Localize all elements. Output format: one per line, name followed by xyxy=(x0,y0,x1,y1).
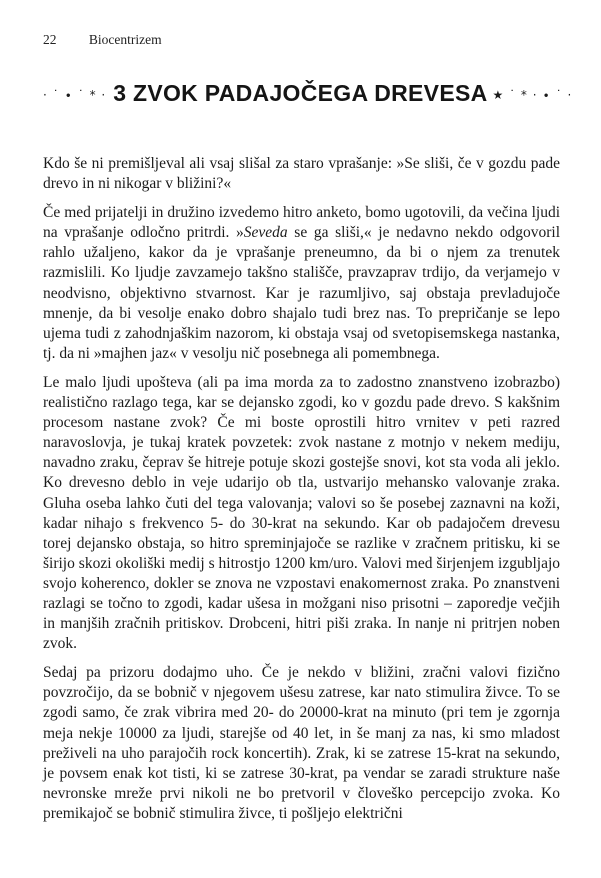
paragraph-survey-after: se ga sliši,« je nedavno nekdo odgovoril rahlo užaljeno, kakor da je vprašanje preneumno, da bi o njem za trenutek razmislili. Ko ljudje zavzamejo takšno stališče, pravzaprav trdijo, da verjamejo v neodvisno, objektivno stvarnost. Kar je razumljivo, saj obstaja prevladujoče mnenje, da bi vesolje enako dobro shajalo tudi brez nas. To prepričanje se lepo ujema tudi z zahodnjaškim nazorom, ki obstaja vsaj od svetopisemskega nastanka, tj. da ni »majhen jaz« v vesolju nič posebnega ali pomembnega. xyxy=(43,224,561,362)
paragraph-sound-physics: Le malo ljudi upošteva (ali pa ima morda za to zadostno znanstveno izobrazbo) realistično razlago tega, kar se dejansko zgodi, ko v gozdu pade drevo. S kakšnim procesom nastane zvok? Če mi boste oprostili hitro vrnitev v peti razred naravoslovja, je tukaj kratek povzetek: zvok nastane z motnjo v nekem mediju, navadno zraku, čeprav še hitreje potuje skozi gostejše snovi, kot sta voda ali jeklo. Ko drevesno deblo in veje udarijo ob tla, ustvarijo mehansko valovanje zraka. Gluha oseba lahko čuti del tega valovanja; valovi so še posebej zaznavni na koži, kadar nihajo s frekvenco 5- do 30-krat na sekundo. Kar ob padajočem drevesu torej dejansko obstaja, so hitro spreminjajoče se razlike v zračnem pritisku, ki se širijo skozi okoliški medij s hitrostjo 1200 km/uro. Valovi med širjenjem izgubljajo svojo koherenco, dokler se znova ne vzpostavi enakomernost zraka. Po znanstveni razlagi se točno to zgodi, kadar ušesa in možgani niso prisotni – zaporedje večjih in manjših zračnih pritiskov. Drobceni, hitri piši zraka. In nanje ni pritrjen noben zvok. xyxy=(43,373,560,653)
chapter-body xyxy=(43,154,560,824)
paragraph-ear: Sedaj pa prizoru dodajmo uho. Če je nekdo v bližini, zračni valovi fizično povzročijo, da se bobnič v njegovem ušesu zatrese, kar nato stimulira živce. To se zgodi samo, če zrak vibrira med 20- do 20000-krat na minuto (pri tem je zgornja meja nekje 10000 za ljudi, starejše od 40 let, in še manj za nas, ki smo mladost preživeli na uho parajočih rock koncertih). Zrak, ki se zatrese 15-krat na sekundo, je povsem enak kot tisti, ki se zatrese 30-krat, pa vendar se zaradi strukture naše nevronske mreže prvi nikoli ne bo pretvoril v človeško percepcijo zvoka. Ko premikajoč se bobnič stimulira živce, ti pošljejo električni xyxy=(43,664,560,822)
paragraph-question: Kdo še ni premišljeval ali vsaj slišal za staro vprašanje: »Se sliši, če v gozdu pade drevo in ni nikogar v bližini?« xyxy=(43,155,560,193)
running-title: Biocentrizem xyxy=(88,32,162,47)
paragraph-survey xyxy=(43,203,560,364)
chapter-title-text: 3 ZVOK PADAJOČEGA DREVESA xyxy=(113,80,488,106)
paragraph-survey-italic: Seveda xyxy=(243,224,288,242)
chapter-title xyxy=(43,80,573,108)
paragraph-survey-before: Če med prijatelji in družino izvedemo hitro anketo, bomo ugotovili, da večina ljudi na vprašanje odločno pritrdi. » xyxy=(43,204,560,242)
page-header xyxy=(43,32,560,48)
page-number: 22 xyxy=(43,32,57,47)
star-decoration-left-icon: · ˙ ∙ ˙ * · xyxy=(43,88,107,102)
star-decoration-right-icon: ★ ˙ * · ∙ ˙ · xyxy=(492,88,573,102)
